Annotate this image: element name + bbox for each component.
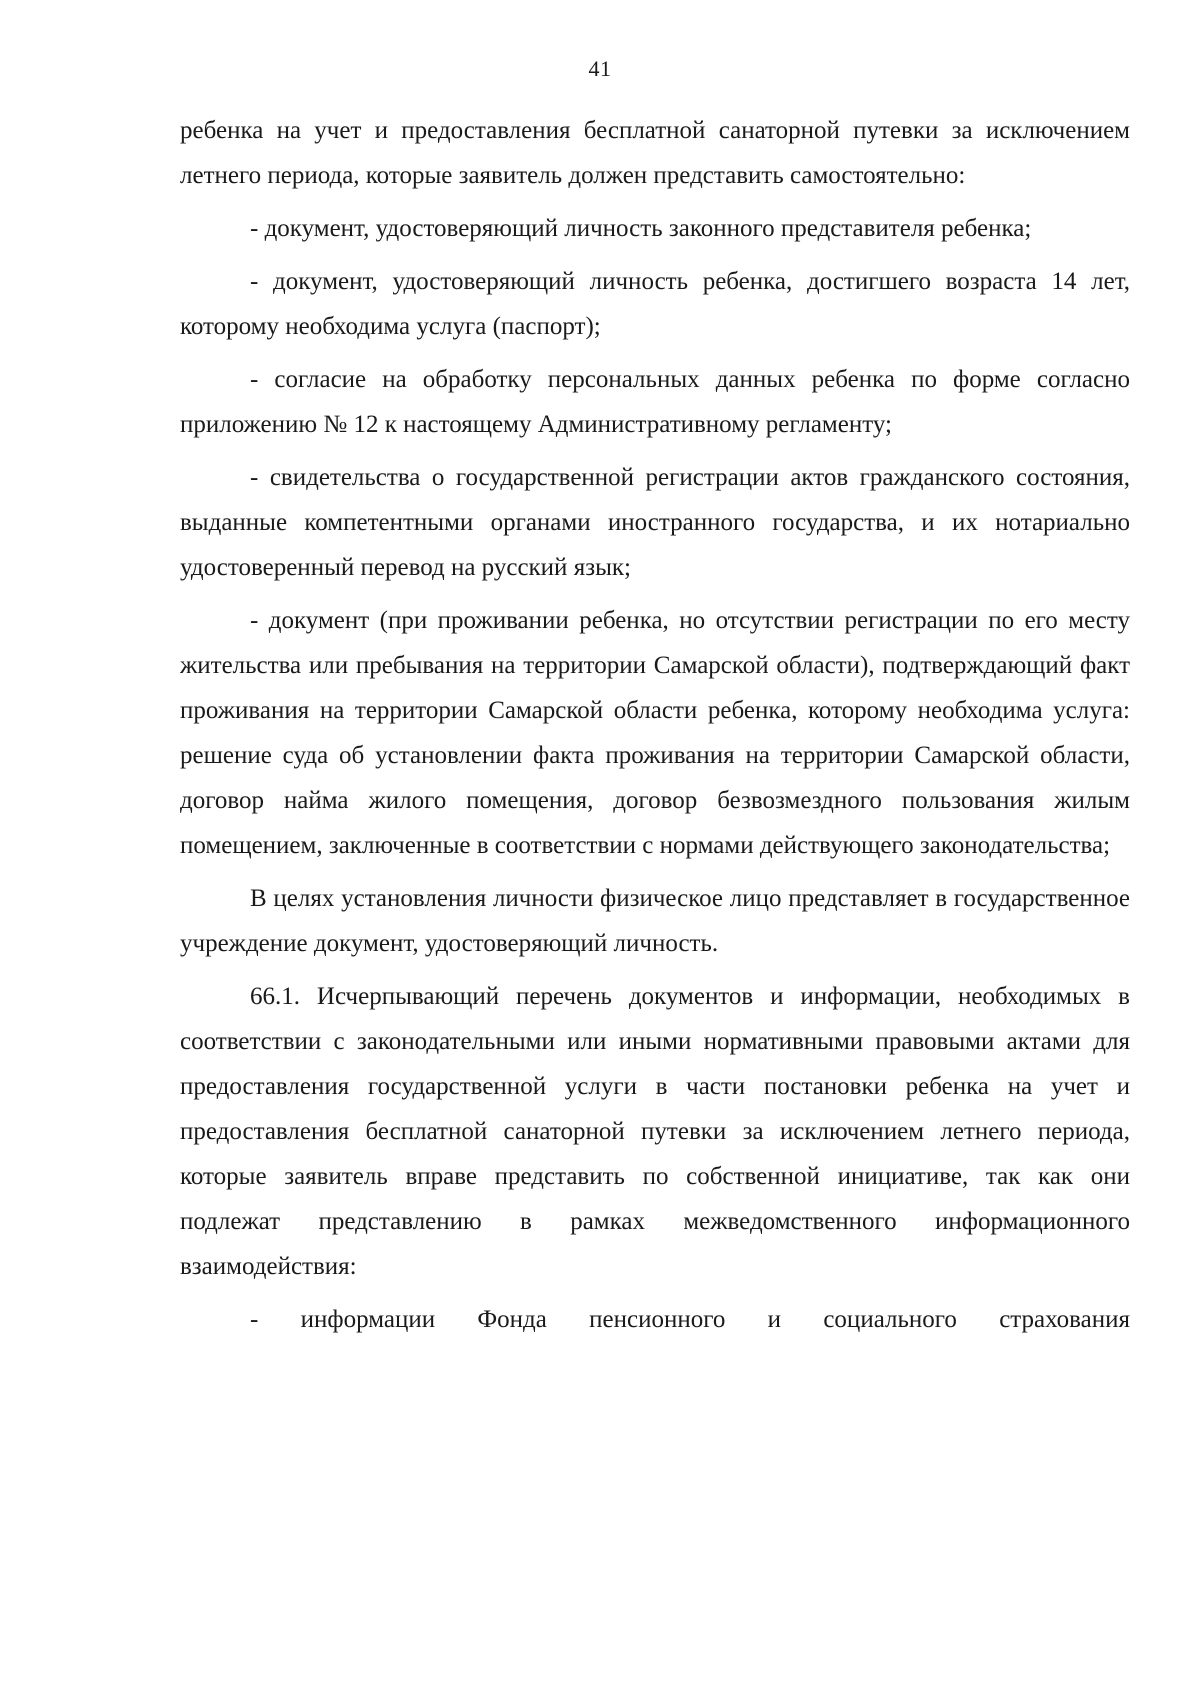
document-body bbox=[180, 108, 1130, 1342]
paragraph-section-66-1: 66.1. Исчерпывающий перечень документов и информации, необходимых в соответствии с законодательными или иными нормативными правовыми актами для предоставления государственной услуги в части постановки ребенка на учет и предоставления бесплатной санаторной путевки за исключением летнего периода, которые заявитель вправе представить по собственной инициативе, так как они подлежат представлению в рамках межведомственного информационного взаимодействия: bbox=[180, 983, 1130, 1280]
list-item-child-passport: - документ, удостоверяющий личность ребенка, достигшего возраста 14 лет, которому необходима услуга (паспорт); bbox=[180, 268, 1130, 340]
list-item-pension-fund-info: - информации Фонда пенсионного и социального страхования bbox=[250, 1306, 1130, 1333]
list-item-personal-data-consent: - согласие на обработку персональных данных ребенка по форме согласно приложению № 12 к настоящему Административному регламенту; bbox=[180, 366, 1130, 438]
list-item-residence-proof: - документ (при проживании ребенка, но отсутствии регистрации по его месту жительства или пребывания на территории Самарской области), подтверждающий факт проживания на территории Самарской области ребенка, которому необходима услуга: решение суда об установлении факта проживания на территории Самарской области, договор найма жилого помещения, договор безвозмездного пользования жилым помещением, заключенные в соответствии с нормами действующего законодательства; bbox=[180, 607, 1130, 859]
paragraph-continuation: ребенка на учет и предоставления бесплатной санаторной путевки за исключением летнего периода, которые заявитель должен представить самостоятельно: bbox=[180, 117, 1130, 189]
list-item-legal-representative-id: - документ, удостоверяющий личность законного представителя ребенка; bbox=[250, 215, 1032, 242]
paragraph-identity-verification: В целях установления личности физическое лицо представляет в государственное учреждение документ, удостоверяющий личность. bbox=[180, 885, 1130, 957]
page-number: 41 bbox=[588, 56, 612, 81]
list-item-foreign-certificates: - свидетельства о государственной регистрации актов гражданского состояния, выданные компетентными органами иностранного государства, и их нотариально удостоверенный перевод на русский язык; bbox=[180, 464, 1130, 581]
